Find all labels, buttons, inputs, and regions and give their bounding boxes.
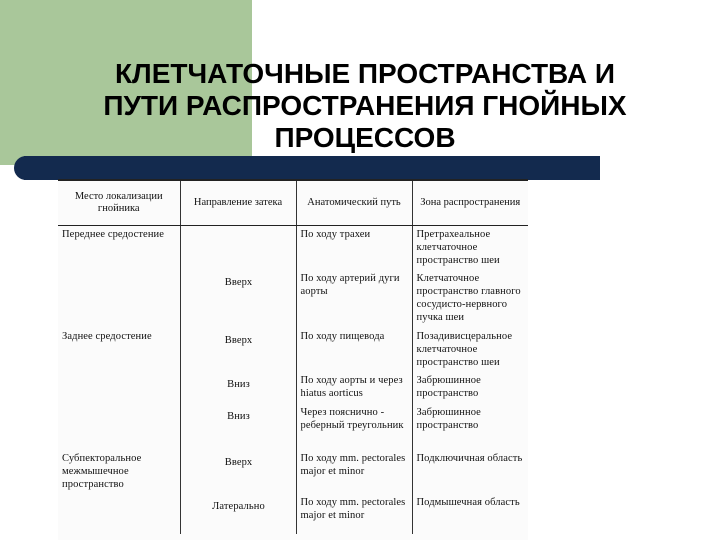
cell-location <box>58 270 180 328</box>
cell-location <box>58 494 180 534</box>
header-direction: Направление затека <box>180 180 296 226</box>
cell-location: Переднее средостение <box>62 229 165 240</box>
cell-location <box>58 372 180 404</box>
cell-path: По ходу пищевода <box>296 328 412 372</box>
cell-path: По ходу mm. pectorales major et minor <box>296 450 412 494</box>
table-header-row <box>58 180 528 226</box>
cell-direction: Вверх <box>180 328 296 372</box>
cell-direction: Вверх <box>180 450 296 494</box>
table-row <box>58 328 528 372</box>
title-line-3: ПРОЦЕССОВ <box>274 122 456 153</box>
header-location: Место локализации гнойника <box>58 180 180 226</box>
cell-zone: Претрахеальное клетчаточное пространство шеи <box>412 226 528 270</box>
cell-location: Заднее средостение <box>62 330 152 342</box>
table-row <box>58 450 528 494</box>
cell-path: Через пояснично - реберный треугольник <box>296 404 412 450</box>
spread-table <box>58 179 528 534</box>
cell-direction <box>180 226 296 270</box>
table-row <box>58 270 528 328</box>
title-line-1: КЛЕТЧАТОЧНЫЕ ПРОСТРАНСТВА И <box>114 58 616 89</box>
cell-zone: Забрюшинное пространство <box>412 372 528 404</box>
decorative-navy-bar <box>24 156 600 180</box>
cell-path: По ходу аорты и через hiatus aorticus <box>296 372 412 404</box>
cell-location: Субпекторальное межмышечное пространство <box>62 452 142 490</box>
cell-direction: Латерально <box>180 494 296 534</box>
header-path: Анатомический путь <box>296 180 412 226</box>
title-line-2: ПУТИ РАСПРОСТРАНЕНИЯ ГНОЙНЫХ <box>103 90 627 121</box>
cell-zone: Подключичная область <box>412 450 528 494</box>
header-zone: Зона распространения <box>412 180 528 226</box>
scanned-table <box>58 179 528 540</box>
table-row <box>58 404 528 450</box>
cell-direction: Вниз <box>180 372 296 404</box>
table-row <box>58 494 528 534</box>
cell-path: По ходу трахеи <box>296 226 412 270</box>
cell-direction: Вниз <box>180 404 296 450</box>
cell-location <box>58 404 180 450</box>
cell-path: По ходу артерий дуги аорты <box>296 270 412 328</box>
cell-zone: Подмышечная область <box>412 494 528 534</box>
slide-title <box>40 58 690 154</box>
cell-zone: Клетчаточное пространство главного сосудисто-нервного пучка шеи <box>412 270 528 328</box>
table-row <box>58 226 528 270</box>
cell-path: По ходу mm. pectorales major et minor <box>296 494 412 534</box>
cell-zone: Забрюшинное пространство <box>412 404 528 450</box>
table-row <box>58 372 528 404</box>
cell-zone: Позадивисцеральное клетчаточное пространство шеи <box>412 328 528 372</box>
cell-direction: Вверх <box>180 270 296 328</box>
